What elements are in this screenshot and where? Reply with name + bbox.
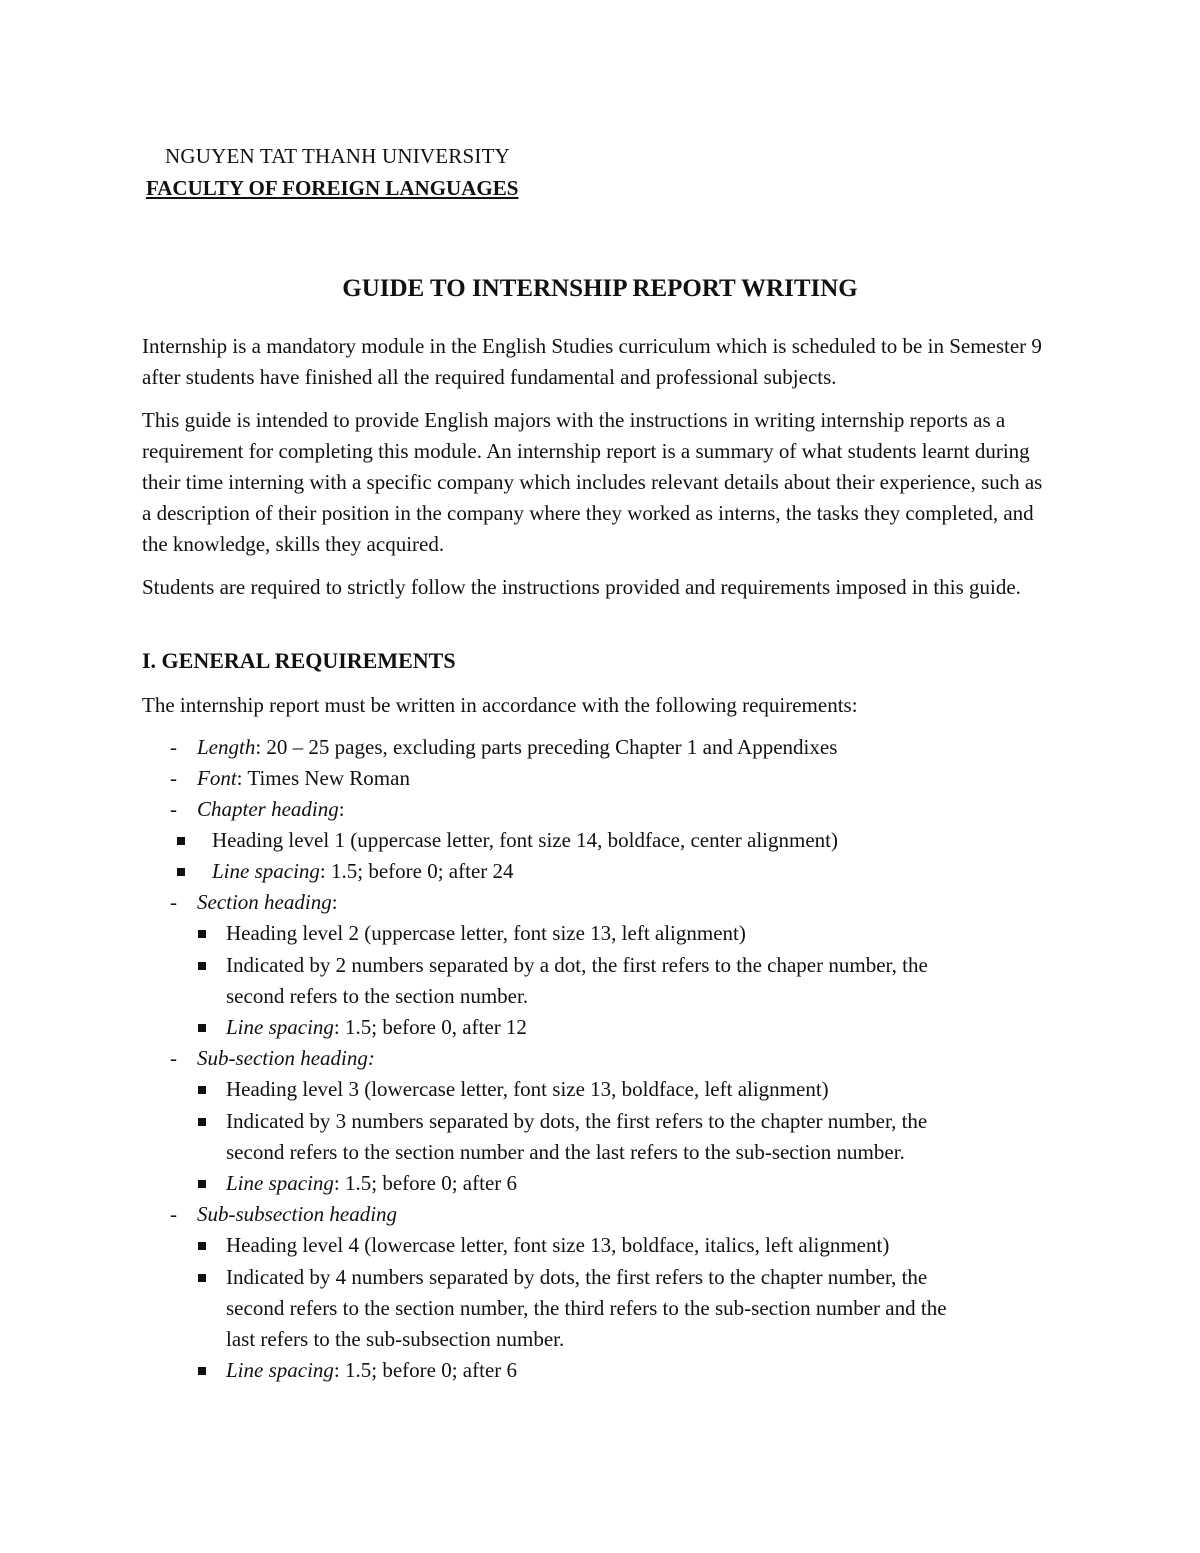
faculty-name: FACULTY OF FOREIGN LANGUAGES bbox=[146, 176, 519, 200]
dash-bullet: - bbox=[170, 797, 177, 821]
square-bullet-icon bbox=[177, 868, 185, 876]
subsubsection-numbering-line1: Indicated by 4 numbers separated by dots, the first refers to the chapter number, the bbox=[226, 1265, 928, 1289]
square-bullet-icon bbox=[198, 1274, 206, 1282]
dash-bullet: - bbox=[170, 766, 177, 790]
length-label: Length bbox=[197, 735, 256, 759]
section-intro: The internship report must be written in accordance with the following requirements: bbox=[142, 693, 858, 717]
document-title: GUIDE TO INTERNSHIP REPORT WRITING bbox=[342, 275, 858, 302]
subsection-level-text: Heading level 3 (lowercase letter, font size 13, boldface, left alignment) bbox=[226, 1077, 829, 1101]
subsection-spacing-value: : 1.5; before 0; after 6 bbox=[333, 1171, 518, 1195]
subsubsection-numbering-line3: last refers to the sub-subsection number. bbox=[226, 1327, 565, 1351]
square-bullet-icon bbox=[198, 962, 206, 970]
square-bullet-icon bbox=[198, 1024, 206, 1032]
square-bullet-icon bbox=[177, 837, 185, 845]
subsubsection-heading-label: Sub-subsection heading bbox=[197, 1202, 398, 1226]
chapter-level-text: Heading level 1 (uppercase letter, font size 14, boldface, center alignment) bbox=[212, 828, 838, 852]
subsubsection-spacing-value: : 1.5; before 0; after 6 bbox=[333, 1358, 518, 1382]
square-bullet-icon bbox=[198, 1242, 206, 1250]
section-spacing-value: : 1.5; before 0, after 12 bbox=[333, 1015, 527, 1039]
square-bullet-icon bbox=[198, 930, 206, 938]
dash-bullet: - bbox=[170, 1046, 177, 1070]
square-bullet-icon bbox=[198, 1086, 206, 1094]
subsection-spacing-label: Line spacing bbox=[226, 1171, 334, 1195]
subsubsection-level-text: Heading level 4 (lowercase letter, font size 13, boldface, italics, left alignment) bbox=[226, 1233, 890, 1257]
subsection-numbering-line1: Indicated by 3 numbers separated by dots, the first refers to the chapter number, the bbox=[226, 1109, 928, 1133]
section-numbering-line1: Indicated by 2 numbers separated by a dot, the first refers to the chaper number, the bbox=[226, 953, 928, 977]
subsubsection-spacing-label: Line spacing bbox=[226, 1358, 334, 1382]
section-heading-general-requirements: I. GENERAL REQUIREMENTS bbox=[142, 648, 456, 673]
subsection-heading-label: Sub-section heading: bbox=[197, 1046, 375, 1070]
document-page: NGUYEN TAT THANH UNIVERSITY FACULTY OF FOREIGN LANGUAGES GUIDE TO INTERNSHIP REPORT WRITING Internship is a mandatory module in the English Studies curriculum which is scheduled to be in Semester 9 after students have finished all the required fundamental and professional subjects. This guide is intended to provide English majors with the instructions in writing internship reports as a requirement for completing this module. An internship report is a summary of what students learnt during their time interning with a specific company which includes relevant details about their experience, such as a description of their position in the company where they worked as interns, the tasks they completed, and the knowledge, skills they acquired. Students are required to strictly follow the instructions provided and requirements imposed in this guide. I. GENERAL REQUIREMENTS The internship report must be written in accordance with the following requirements: - Length: 20 – 25 pages, excluding parts preceding Chapter 1 and Appendixes - Font: Times New Roman - Chapter heading: Heading level 1 (uppercase letter, font size 14, boldface, center alignment) Line spacing: 1.5; before 0; after 24 - Section heading: Heading level 2 (uppercase letter, font size 13, left alignment) Indicated by 2 numbers separated by a dot, the first refers to the chaper number, the second refers to the section number. Line spacing: 1.5; before 0, after 12 - Sub-section heading: Heading level 3 (lowercase letter, font size 13, boldface, left alignment) Indicated by 3 numbers separated by dots, the first refers to the chapter number, the second refers to the section number and the last refers to the sub-section number. Line spacing: 1.5; before 0; after 6 - Sub-subsection heading Heading level 4 (lowercase letter, font size 13, boldface, italics, left alignment) Indicated by 4 numbers separated by dots, the first refers to the chapter number, the second refers to the section number, the third refers to the sub-section number and the last refers to the sub-subsection number. Line spacing: 1.5; before 0; after 6 bbox=[0, 0, 1200, 1553]
intro-paragraph-3: Students are required to strictly follow the instructions provided and requirements imposed in this guide. bbox=[142, 575, 1021, 599]
square-bullet-icon bbox=[198, 1180, 206, 1188]
intro-paragraph-2: This guide is intended to provide English majors with the instructions in writing internship reports as a requirement for completing this module. An internship report is a summary of what students learnt during their time interning with a specific company which includes relevant details about their experience, such as a description of their position in the company where they worked as interns, the tasks they completed, and the knowledge, skills they acquired. bbox=[142, 408, 1043, 556]
length-value: : 20 – 25 pages, excluding parts preceding Chapter 1 and Appendixes bbox=[255, 735, 838, 759]
dash-bullet: - bbox=[170, 890, 177, 914]
square-bullet-icon bbox=[198, 1367, 206, 1375]
dash-bullet: - bbox=[170, 1202, 177, 1226]
university-name: NGUYEN TAT THANH UNIVERSITY bbox=[165, 144, 510, 168]
font-value: : Times New Roman bbox=[236, 766, 410, 790]
section-level-text: Heading level 2 (uppercase letter, font size 13, left alignment) bbox=[226, 921, 746, 945]
section-numbering-line2: second refers to the section number. bbox=[226, 984, 529, 1008]
chapter-heading-label: Chapter heading bbox=[197, 797, 339, 821]
section-spacing-label: Line spacing bbox=[226, 1015, 334, 1039]
subsection-numbering-line2: second refers to the section number and the last refers to the sub-section number. bbox=[226, 1140, 905, 1164]
section-heading-label: Section heading bbox=[197, 890, 332, 914]
font-label: Font bbox=[197, 766, 237, 790]
chapter-spacing-label: Line spacing bbox=[212, 859, 320, 883]
dash-bullet: - bbox=[170, 735, 177, 759]
intro-paragraph-1: Internship is a mandatory module in the English Studies curriculum which is scheduled to be in Semester 9 after students have finished all the required fundamental and professional subjects. bbox=[142, 334, 1042, 389]
subsubsection-numbering-line2: second refers to the section number, the third refers to the sub-section number and the bbox=[226, 1296, 947, 1320]
square-bullet-icon bbox=[198, 1118, 206, 1126]
chapter-spacing-value: : 1.5; before 0; after 24 bbox=[319, 859, 514, 883]
